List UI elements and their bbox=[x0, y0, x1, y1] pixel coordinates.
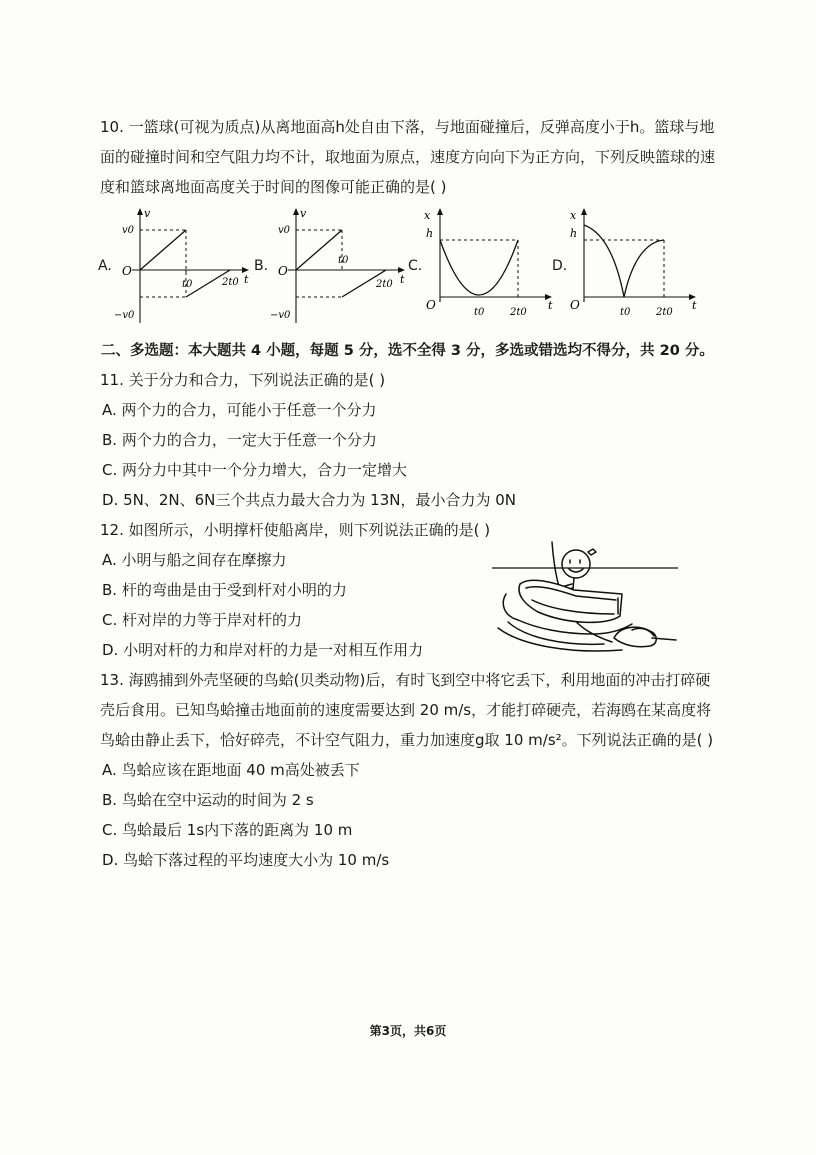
q10-option-b-label: B. bbox=[254, 258, 269, 274]
graph-b-y-axis: v bbox=[300, 207, 307, 220]
boat-pole-illustration bbox=[492, 538, 678, 658]
graph-c bbox=[418, 205, 558, 330]
q10-line-1: 10. 一篮球(可视为质点)从离地面高h处自由下落，与地面碰撞后，反弹高度小于h。篮球与地 bbox=[100, 118, 715, 136]
graph-a-t0: t0 bbox=[182, 279, 193, 290]
graph-b bbox=[268, 205, 410, 330]
graph-a-x-axis: t bbox=[244, 273, 249, 286]
graph-c-x-axis: t bbox=[548, 299, 553, 312]
graph-a-neg-v0: −v0 bbox=[114, 310, 135, 321]
graph-b-v0: v0 bbox=[278, 225, 291, 236]
q13-line-1: 13. 海鸥捕到外壳坚硬的鸟蛤(贝类动物)后，有时飞到空中将它丢下，利用地面的冲击打碎硬 bbox=[100, 671, 711, 689]
graph-c-h: h bbox=[426, 227, 434, 240]
graph-d bbox=[562, 205, 712, 330]
q12-option-b: B. 杆的弯曲是由于受到杆对小明的力 bbox=[102, 581, 347, 599]
q10-option-c-label: C. bbox=[408, 258, 423, 274]
page-footer: 第3页，共6页 bbox=[369, 1024, 447, 1038]
graph-d-y-axis: x bbox=[570, 209, 577, 222]
graph-b-origin: O bbox=[278, 264, 288, 278]
graph-c-t0: t0 bbox=[474, 307, 485, 318]
graph-b-t0: t0 bbox=[338, 255, 349, 266]
q13-option-c: C. 鸟蛤最后 1s内下落的距离为 10 m bbox=[102, 821, 353, 839]
graph-c-origin: O bbox=[426, 298, 436, 312]
q13-option-b: B. 鸟蛤在空中运动的时间为 2 s bbox=[102, 791, 314, 809]
q13-option-d: D. 鸟蛤下落过程的平均速度大小为 10 m/s bbox=[102, 851, 390, 869]
q12-option-d: D. 小明对杆的力和岸对杆的力是一对相互作用力 bbox=[102, 641, 424, 659]
graph-d-2t0: 2t0 bbox=[656, 307, 673, 318]
q12-option-a: A. 小明与船之间存在摩擦力 bbox=[102, 551, 287, 569]
q10-option-a-label: A. bbox=[98, 258, 112, 274]
graph-d-x-axis: t bbox=[692, 299, 697, 312]
q11-option-a: A. 两个力的合力，可能小于任意一个分力 bbox=[102, 401, 377, 419]
q11-option-c: C. 两分力中其中一个分力增大，合力一定增大 bbox=[102, 461, 408, 479]
q10-line-3: 度和篮球离地面高度关于时间的图像可能正确的是( ) bbox=[100, 178, 447, 196]
graph-a-origin: O bbox=[122, 264, 132, 278]
graph-d-h: h bbox=[570, 227, 578, 240]
q10-option-d-label: D. bbox=[552, 258, 568, 274]
graph-d-origin: O bbox=[570, 298, 580, 312]
q13-line-3: 鸟蛤由静止丢下，恰好碎壳，不计空气阻力，重力加速度g取 10 m/s²。下列说法正确的是( ) bbox=[100, 731, 714, 749]
q10-line-2: 面的碰撞时间和空气阻力均不计，取地面为原点，速度方向向下为正方向，下列反映篮球的速 bbox=[100, 148, 716, 166]
section-heading: 二、多选题：本大题共 4 小题，每题 5 分，选不全得 3 分，多选或错选均不得分，共 20 分。 bbox=[101, 343, 714, 359]
graph-b-neg-v0: −v0 bbox=[270, 310, 291, 321]
q13-line-2: 壳后食用。已知鸟蛤撞击地面前的速度需要达到 20 m/s，才能打碎硬壳，若海鸥在某高度将 bbox=[100, 701, 712, 719]
q12-option-c: C. 杆对岸的力等于岸对杆的力 bbox=[102, 611, 303, 629]
graph-b-2t0: 2t0 bbox=[376, 279, 393, 290]
graph-c-y-axis: x bbox=[424, 209, 431, 222]
q11-option-b: B. 两个力的合力，一定大于任意一个分力 bbox=[102, 431, 377, 449]
graph-b-x-axis: t bbox=[400, 273, 405, 286]
graph-a-v0: v0 bbox=[122, 225, 135, 236]
q11-stem: 11. 关于分力和合力，下列说法正确的是( ) bbox=[100, 371, 386, 389]
q12-stem: 12. 如图所示，小明撑杆使船离岸，则下列说法正确的是( ) bbox=[100, 521, 491, 539]
graph-a-y-axis: v bbox=[144, 207, 151, 220]
q11-option-d: D. 5N、2N、6N三个共点力最大合力为 13N，最小合力为 0N bbox=[102, 491, 516, 509]
graph-a bbox=[112, 205, 254, 330]
graph-c-2t0: 2t0 bbox=[510, 307, 527, 318]
graph-d-t0: t0 bbox=[620, 307, 631, 318]
graph-a-2t0: 2t0 bbox=[222, 277, 239, 288]
q13-option-a: A. 鸟蛤应该在距地面 40 m高处被丢下 bbox=[102, 761, 360, 779]
